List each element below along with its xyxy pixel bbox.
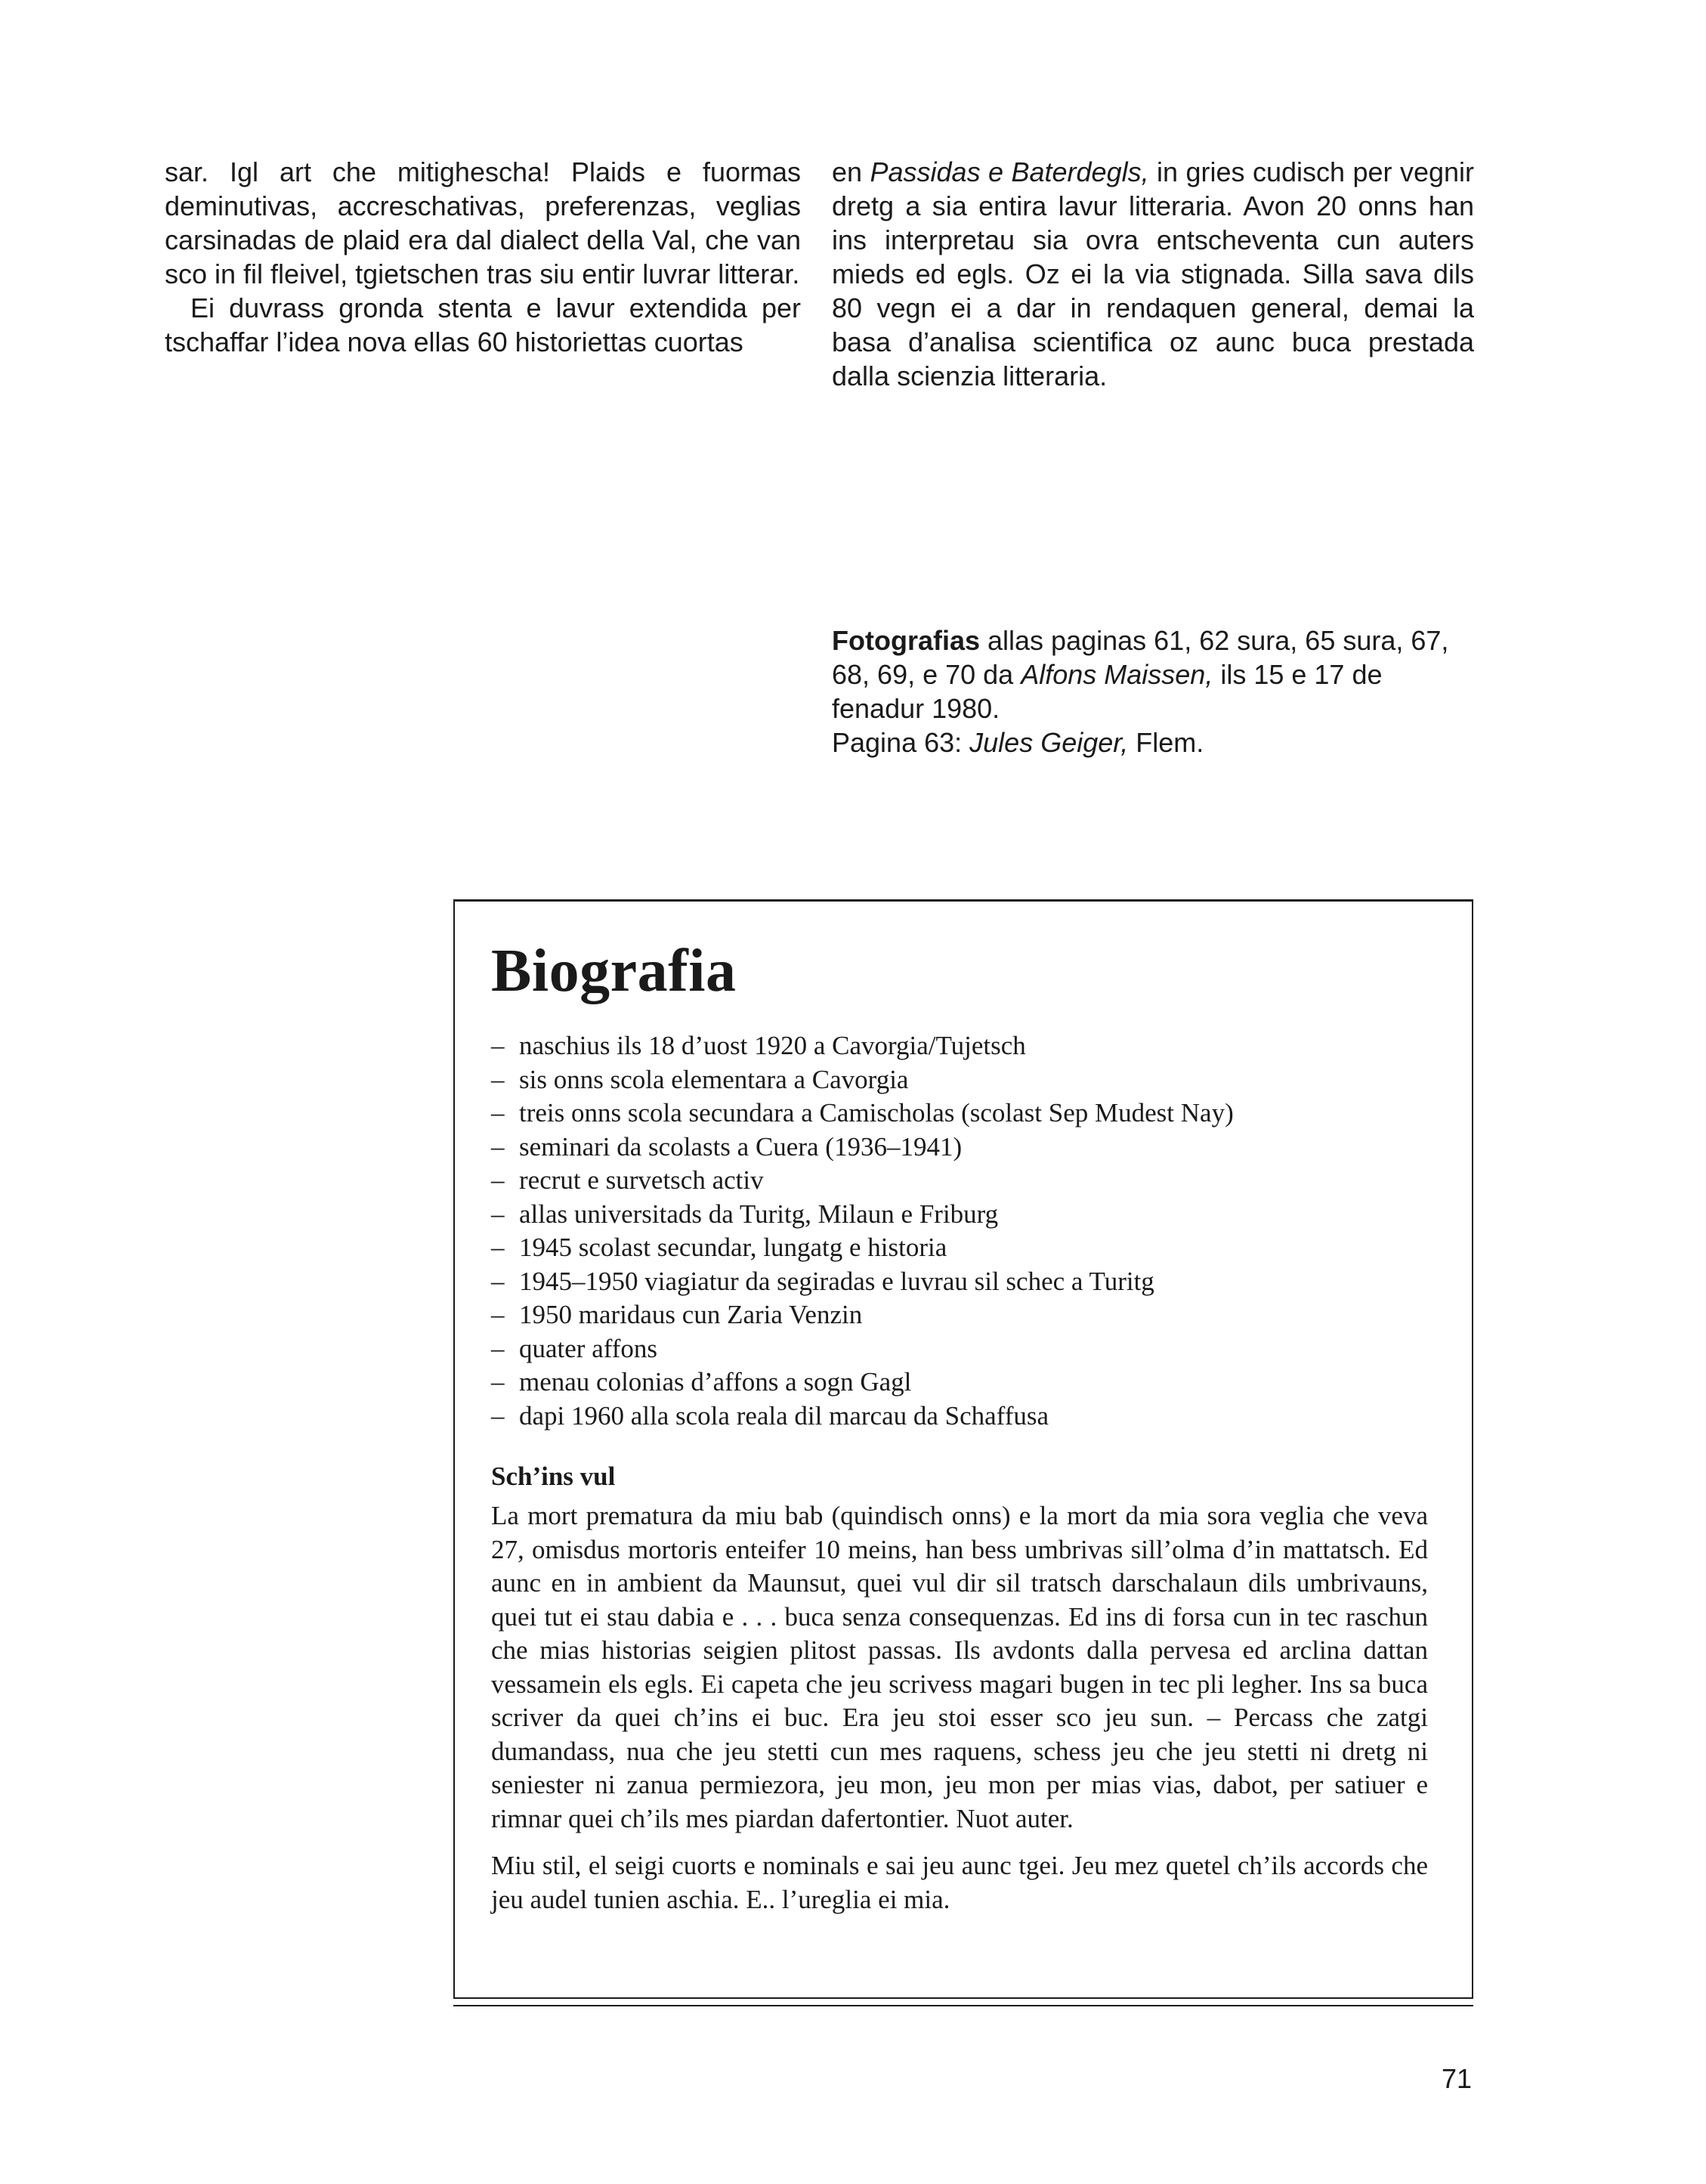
photographer-name: Jules Geiger,	[969, 727, 1129, 758]
list-item	[491, 1063, 1428, 1097]
list-item-text: naschius ils 18 d’uost 1920 a Cavorgia/Tujetsch	[519, 1031, 1026, 1060]
biografia-title: Biografia	[491, 938, 737, 1004]
list-dash: –	[491, 1064, 505, 1094]
list-dash: –	[491, 1300, 505, 1329]
list-item-text: 1950 maridaus cun Zaria Venzin	[519, 1300, 863, 1329]
text-column-right	[832, 155, 1474, 393]
list-item	[491, 1332, 1428, 1366]
list-item	[491, 1265, 1428, 1299]
list-item	[491, 1298, 1428, 1332]
biografia-content	[491, 937, 1428, 1916]
list-item-text: dapi 1960 alla scola reala dil marcau da Schaffusa	[519, 1400, 1049, 1431]
photo-credits	[832, 623, 1474, 759]
list-dash: –	[491, 1367, 505, 1397]
credits-text: ils 15 e 17 de fenadur 1980.	[832, 659, 1383, 724]
list-item	[491, 1400, 1428, 1434]
text-fragment: in gries cudisch per vegnir dretg a sia entira lavur litteraria. Avon 20 onns han ins interpretau sia ovra entscheventa cun auters mieds ed egls. Oz ei la via stignada. Silla sava dils 80 vegn ei a dar in rendaquen general, demai la basa d’analisa scientifica oz aunc buca prestada dalla scienzia litteraria.	[832, 156, 1475, 391]
credits-label: Fotografias	[832, 625, 981, 656]
list-dash: –	[491, 1165, 505, 1195]
section-subheading: Sch’ins vul	[491, 1462, 616, 1491]
list-dash: –	[491, 1400, 505, 1431]
list-dash: –	[491, 1098, 505, 1128]
list-item-text: seminari da scolasts a Cuera (1936–1941)	[519, 1131, 963, 1162]
list-item	[491, 1164, 1428, 1198]
list-item	[491, 1198, 1428, 1232]
list-item-text: 1945 scolast secundar, lungatg e historia	[519, 1233, 947, 1262]
biografia-box	[453, 899, 1473, 1999]
list-item-text: quater affons	[519, 1333, 658, 1363]
list-dash: –	[491, 1266, 505, 1296]
list-item	[491, 1029, 1428, 1063]
biografia-paragraph: La mort prematura da miu bab (quindisch onns) e la mort da mia sora veglia che veva 27, omisdus mortoris enteifer 10 meins, han bess umbrivas sill’olma d’in mattatsch. Ed aunc en in ambient da Maunsut, quei vul dir sil tratsch darschalaun dils umbrivauns, quei tut ei stau dabia e . . . buca senza consequenzas. Ed ins di forsa cun in tec raschun che mias historias seigien plitost passas. Ils avdonts dalla pervesa ed arclina dattan vessamein els egls. Ei capeta che jeu scrivess magari bugen in tec pli legher. Ins sa buca scriver da quei ch’ins ei buc. Era jeu stoi esser sco jeu sun. – Percass che zatgi dumandass, nua che jeu stetti cun mes raquens, schess jeu che jeu stetti ni dretg ni seniester ni zanua permiezora, jeu mon, jeu mon per mias vias, dabot, per satiuer e rimnar quei ch’ils mes piardan dafertontier. Nuot auter.	[491, 1501, 1428, 1833]
list-item-text: 1945–1950 viagiatur da segiradas e luvrau sil schec a Turitg	[519, 1266, 1154, 1296]
book-title: Passidas e Baterdegls,	[870, 156, 1149, 187]
list-item-text: menau colonias d’affons a sogn Gagl	[519, 1367, 912, 1397]
list-dash: –	[491, 1031, 505, 1060]
list-item	[491, 1231, 1428, 1265]
list-dash: –	[491, 1233, 505, 1262]
list-dash: –	[491, 1333, 505, 1363]
text-column-left	[165, 155, 801, 359]
credits-line-2	[832, 725, 1474, 759]
list-item-text: recrut e survetsch activ	[519, 1165, 764, 1195]
list-dash: –	[491, 1199, 505, 1229]
list-item	[491, 1097, 1428, 1131]
credits-line-1	[832, 623, 1474, 725]
text-fragment: en	[832, 156, 870, 187]
paragraph	[832, 155, 1474, 393]
credits-text: Flem.	[1128, 727, 1204, 758]
photographer-name: Alfons Maissen,	[1021, 659, 1213, 690]
list-dash: –	[491, 1131, 505, 1162]
list-item	[491, 1131, 1428, 1165]
credits-text: allas paginas 61, 62 sura, 65 sura, 67, 68, 69, e 70 da	[832, 625, 1449, 690]
list-item-text: allas universitads da Turitg, Milaun e Friburg	[519, 1199, 999, 1229]
page-number: 71	[1441, 2063, 1472, 2094]
list-item-text: sis onns scola elementara a Cavorgia	[519, 1064, 909, 1094]
biografia-list	[491, 1029, 1428, 1433]
credits-text: Pagina 63:	[832, 727, 970, 758]
list-item	[491, 1366, 1428, 1400]
paragraph: sar. Igl art che mitighescha! Plaids e fuormas deminutivas, accreschativas, preferenzas, veglias carsinadas de plaid era dal dialect della Val, che van sco in fil fleivel, tgietschen tras siu entir luvrar litterar.	[165, 156, 801, 289]
list-item-text: treis onns scola secundara a Camischolas (scolast Sep Mudest Nay)	[519, 1098, 1234, 1128]
paragraph: Ei duvrass gronda stenta e lavur extendida per tschaffar l’idea nova ellas 60 historiettas cuortas	[165, 292, 801, 357]
biografia-paragraph: Miu stil, el seigi cuorts e nominals e sai jeu aunc tgei. Jeu mez quetel ch’ils accords che jeu audel tunien aschia. E.. l’ureglia ei mia.	[491, 1851, 1428, 1914]
